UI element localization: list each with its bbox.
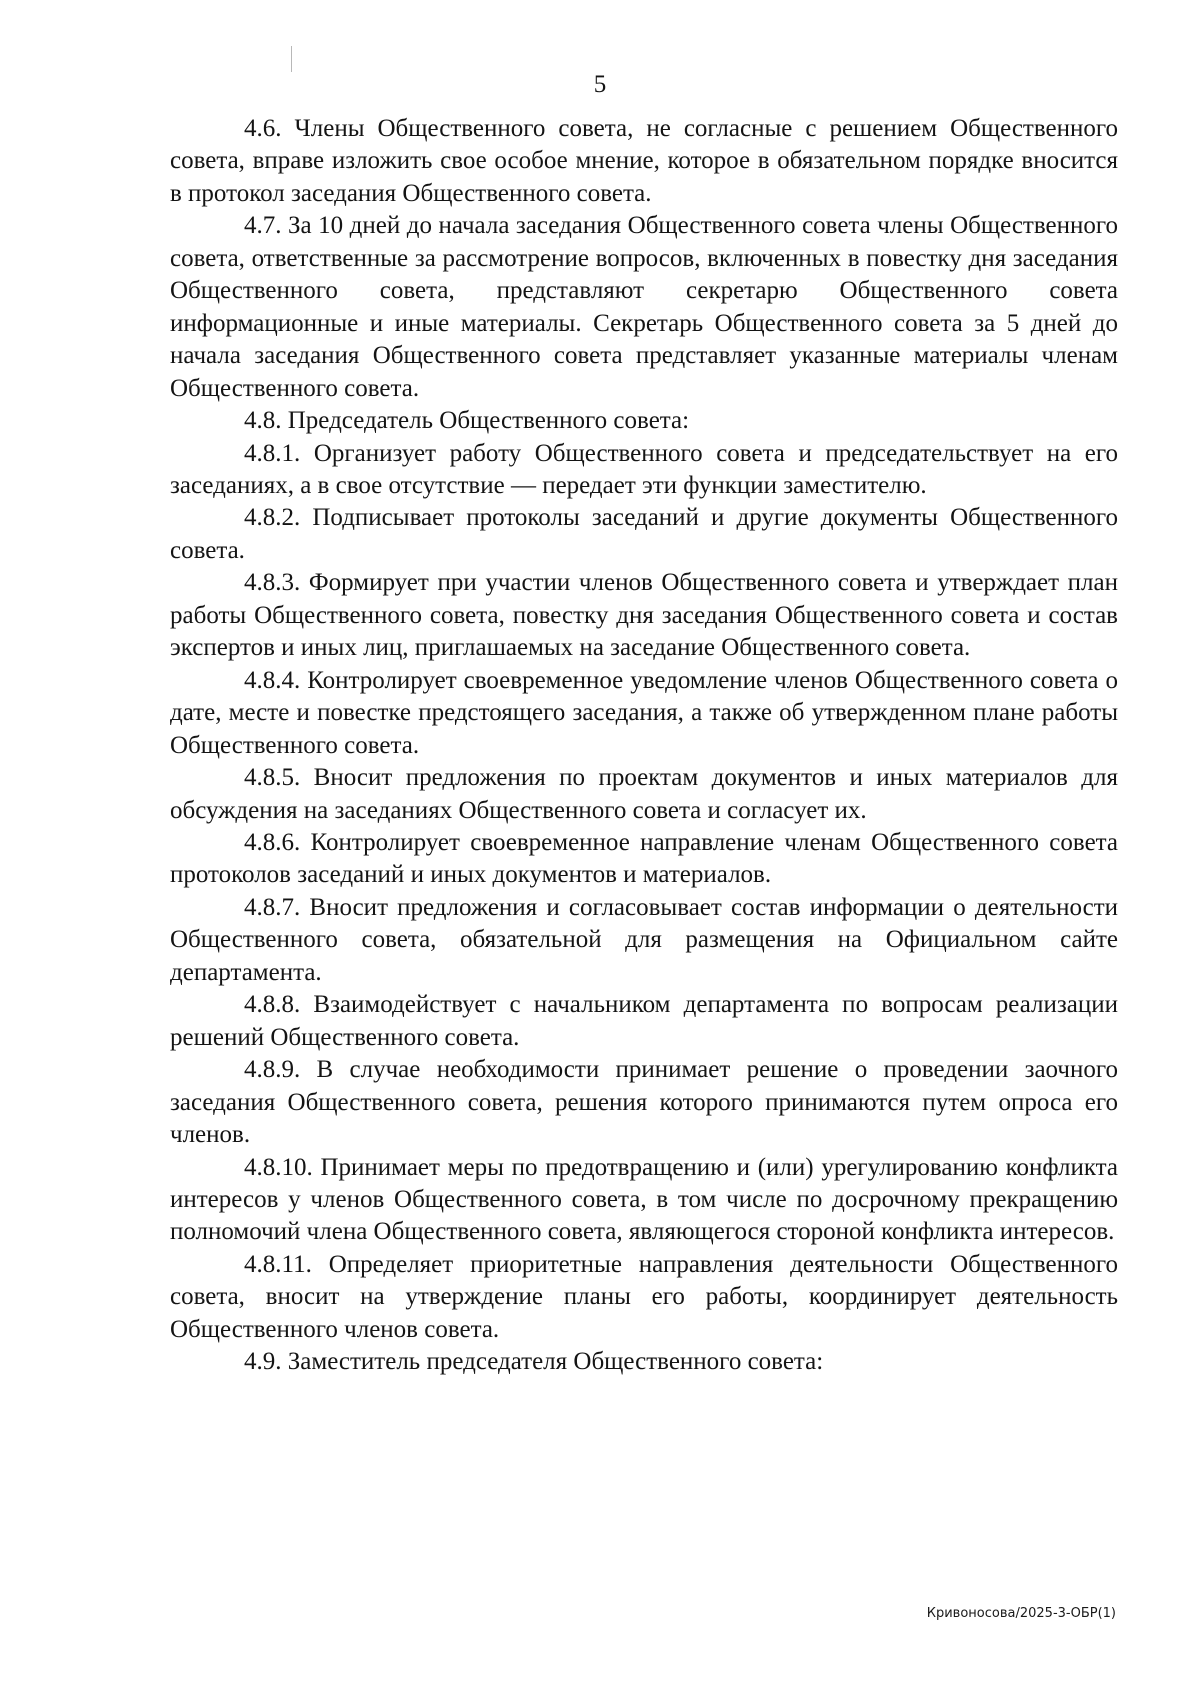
scan-artifact-line bbox=[291, 46, 292, 72]
paragraph-4-8-2: 4.8.2. Подписывает протоколы заседаний и другие документы Общественного совета. bbox=[170, 504, 1118, 564]
paragraph-4-8-3: 4.8.3. Формирует при участии членов Общественного совета и утверждает план работы Общественного совета, повестку дня заседания Общественного совета и состав экспертов и иных лиц, приглашаемых на заседание Общественного совета. bbox=[170, 569, 1118, 662]
paragraph-4-8-1: 4.8.1. Организует работу Общественного совета и председательствует на его заседаниях, а в свое отсутствие — передает эти функции заместителю. bbox=[170, 439, 1118, 499]
document-body bbox=[170, 113, 1118, 1379]
paragraph-4-8-heading: 4.8. Председатель Общественного совета: bbox=[244, 407, 690, 435]
paragraph-4-8-6: 4.8.6. Контролирует своевременное направление членам Общественного совета протоколов заседаний и иных документов и материалов. bbox=[170, 828, 1118, 889]
paragraph-4-9-heading: 4.9. Заместитель председателя Общественного совета: bbox=[244, 1348, 824, 1376]
paragraph-4-8-11: 4.8.11. Определяет приоритетные направления деятельности Общественного совета, вносит на утверждение планы его работы, координирует деятельность Общественного членов совета. bbox=[170, 1250, 1118, 1343]
document-reference-code: Кривоносова/2025-3-ОБР(1) bbox=[926, 1606, 1116, 1621]
paragraph-4-6: 4.6. Члены Общественного совета, не согласные с решением Общественного совета, вправе изложить свое особое мнение, которое в обязательном порядке вносится в протокол заседания Общественного совета. bbox=[170, 115, 1118, 207]
paragraph-4-8-5: 4.8.5. Вносит предложения по проектам документов и иных материалов для обсуждения на заседаниях Общественного совета и согласует их. bbox=[170, 764, 1118, 824]
page-number: 5 bbox=[593, 71, 607, 98]
paragraph-4-8-9: 4.8.9. В случае необходимости принимает решение о проведении заочного заседания Общественного совета, решения которого принимаются путем опроса его членов. bbox=[170, 1056, 1118, 1149]
paragraph-4-8-7: 4.8.7. Вносит предложения и согласовывает состав информации о деятельности Общественного совета, обязательной для размещения на Официальном сайте департамента. bbox=[170, 893, 1118, 986]
paragraph-4-8-8: 4.8.8. Взаимодействует с начальником департамента по вопросам реализации решений Общественного совета. bbox=[170, 991, 1118, 1051]
paragraph-4-8-10: 4.8.10. Принимает меры по предотвращению и (или) урегулированию конфликта интересов у членов Общественного совета, в том числе по досрочному прекращению полномочий члена Общественного совета, являющегося стороной конфликта интересов. bbox=[170, 1153, 1118, 1246]
paragraph-4-8-4: 4.8.4. Контролирует своевременное уведомление членов Общественного совета о дате, месте и повестке предстоящего заседания, а также об утвержденном плане работы Общественного совета. bbox=[170, 666, 1118, 759]
paragraph-4-7: 4.7. За 10 дней до начала заседания Общественного совета члены Общественного совета, ответственные за рассмотрение вопросов, включенных в повестку дня заседания Общественного совета, представляют секретарю Общественного совета информационные и иные материалы. Секретарь Общественного совета за 5 дней до начала заседания Общественного совета представляет указанные материалы членам Общественного совета. bbox=[170, 212, 1118, 402]
